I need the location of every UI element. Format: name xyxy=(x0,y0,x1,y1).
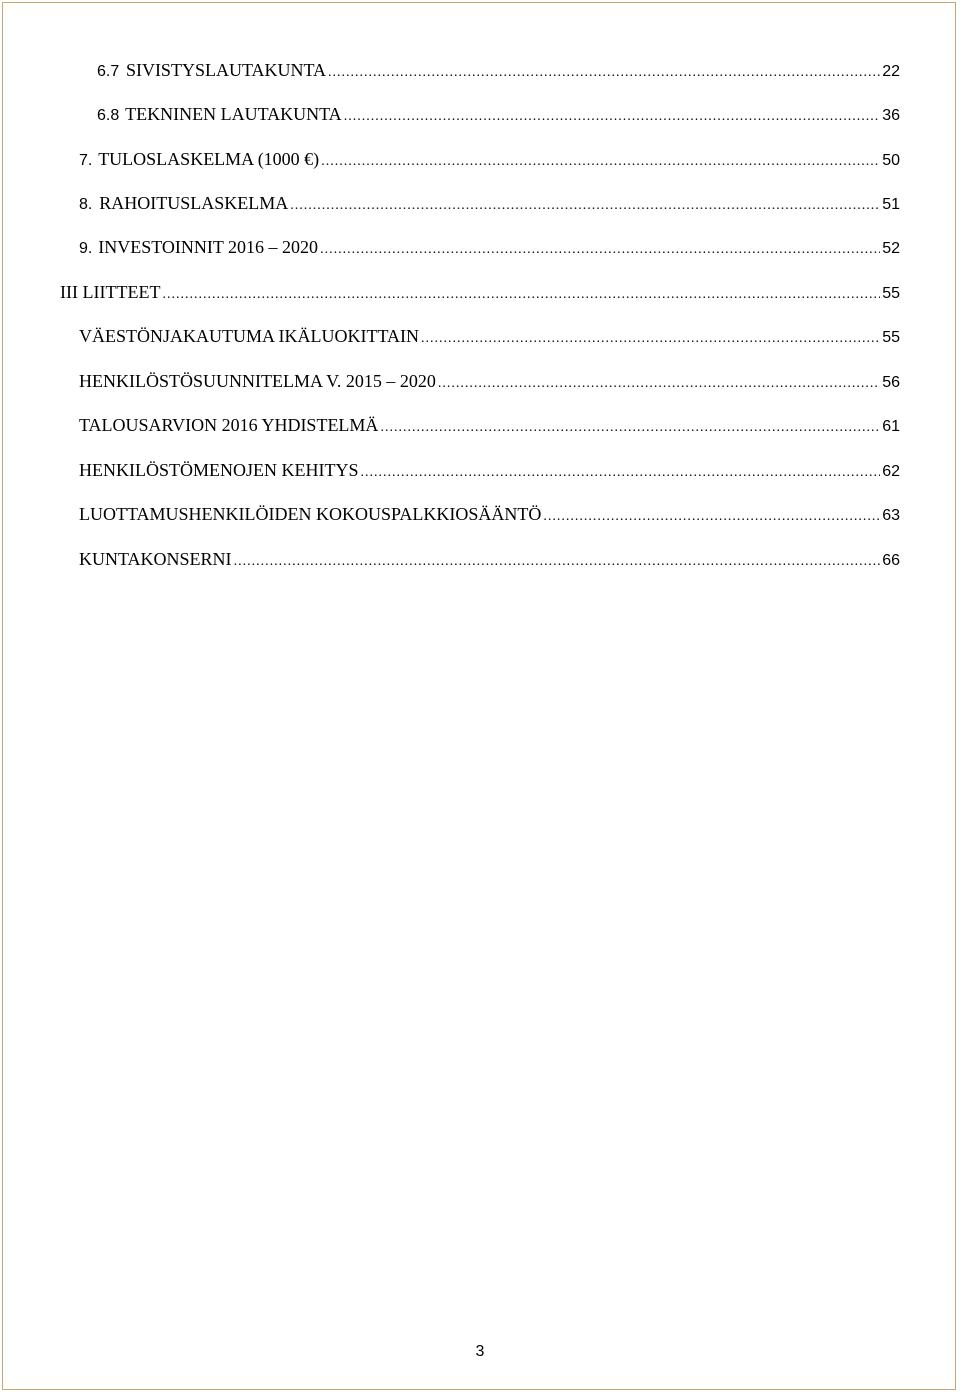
toc-page-number: 61 xyxy=(882,418,900,435)
toc-leader-dots xyxy=(234,551,881,573)
toc-entry[interactable] xyxy=(79,548,900,570)
toc-number: 6.8 xyxy=(97,107,120,124)
toc-title: LUOTTAMUSHENKILÖIDEN KOKOUSPALKKIOSÄÄNTÖ xyxy=(79,504,542,524)
toc-number: 6.7 xyxy=(97,63,120,80)
toc-entry[interactable] xyxy=(79,459,900,481)
toc-number: 7. xyxy=(79,152,93,169)
toc-title: HENKILÖSTÖSUUNNITELMA V. 2015 – 2020 xyxy=(79,371,436,391)
toc-title: RAHOITUSLASKELMA xyxy=(99,193,289,213)
toc-title: TULOSLASKELMA (1000 €) xyxy=(98,149,320,169)
toc-title: TALOUSARVION 2016 YHDISTELMÄ xyxy=(79,415,379,435)
toc-leader-dots xyxy=(421,328,880,350)
toc-entry[interactable] xyxy=(97,59,900,81)
toc-title: INVESTOINNIT 2016 – 2020 xyxy=(98,237,319,257)
toc-entry[interactable] xyxy=(79,370,900,392)
toc-leader-dots xyxy=(344,106,881,128)
toc-page-number: 50 xyxy=(882,152,900,169)
toc-page-number: 62 xyxy=(882,463,900,480)
toc-number: 9. xyxy=(79,240,93,257)
toc-leader-dots xyxy=(320,239,880,261)
toc-title: SIVISTYSLAUTAKUNTA xyxy=(125,60,327,80)
toc-title: HENKILÖSTÖMENOJEN KEHITYS xyxy=(79,460,359,480)
toc-leader-dots xyxy=(290,195,880,217)
toc-number: 8. xyxy=(79,196,93,213)
toc-page-number: 66 xyxy=(882,552,900,569)
toc-title: KUNTAKONSERNI xyxy=(79,549,232,569)
toc-entry[interactable] xyxy=(79,503,900,525)
toc-leader-dots xyxy=(328,62,880,84)
toc-leader-dots xyxy=(360,462,880,484)
toc-leader-dots xyxy=(380,417,880,439)
toc-entry[interactable] xyxy=(79,148,900,170)
toc-entry[interactable] xyxy=(79,325,900,347)
toc-page-number: 51 xyxy=(882,196,900,213)
toc-entry[interactable] xyxy=(97,103,900,125)
toc-entry[interactable] xyxy=(79,414,900,436)
toc-title: III LIITTEET xyxy=(60,282,161,302)
toc-leader-dots xyxy=(438,373,880,395)
toc-page-number: 55 xyxy=(882,285,900,302)
toc-page-number: 56 xyxy=(882,374,900,391)
toc-title: VÄESTÖNJAKAUTUMA IKÄLUOKITTAIN xyxy=(79,326,420,346)
toc-entry[interactable] xyxy=(60,281,900,303)
page-number: 3 xyxy=(475,1343,485,1360)
toc-leader-dots xyxy=(162,284,880,306)
toc-page-number: 22 xyxy=(882,63,900,80)
toc-page-number: 36 xyxy=(882,107,900,124)
toc-page-number: 63 xyxy=(882,507,900,524)
toc-leader-dots xyxy=(543,506,880,528)
toc-page-number: 55 xyxy=(882,329,900,346)
toc-leader-dots xyxy=(321,151,880,173)
toc-page-number: 52 xyxy=(882,240,900,257)
toc-entry[interactable] xyxy=(79,236,900,258)
toc-title: TEKNINEN LAUTAKUNTA xyxy=(125,104,342,124)
toc-entry[interactable] xyxy=(79,192,900,214)
